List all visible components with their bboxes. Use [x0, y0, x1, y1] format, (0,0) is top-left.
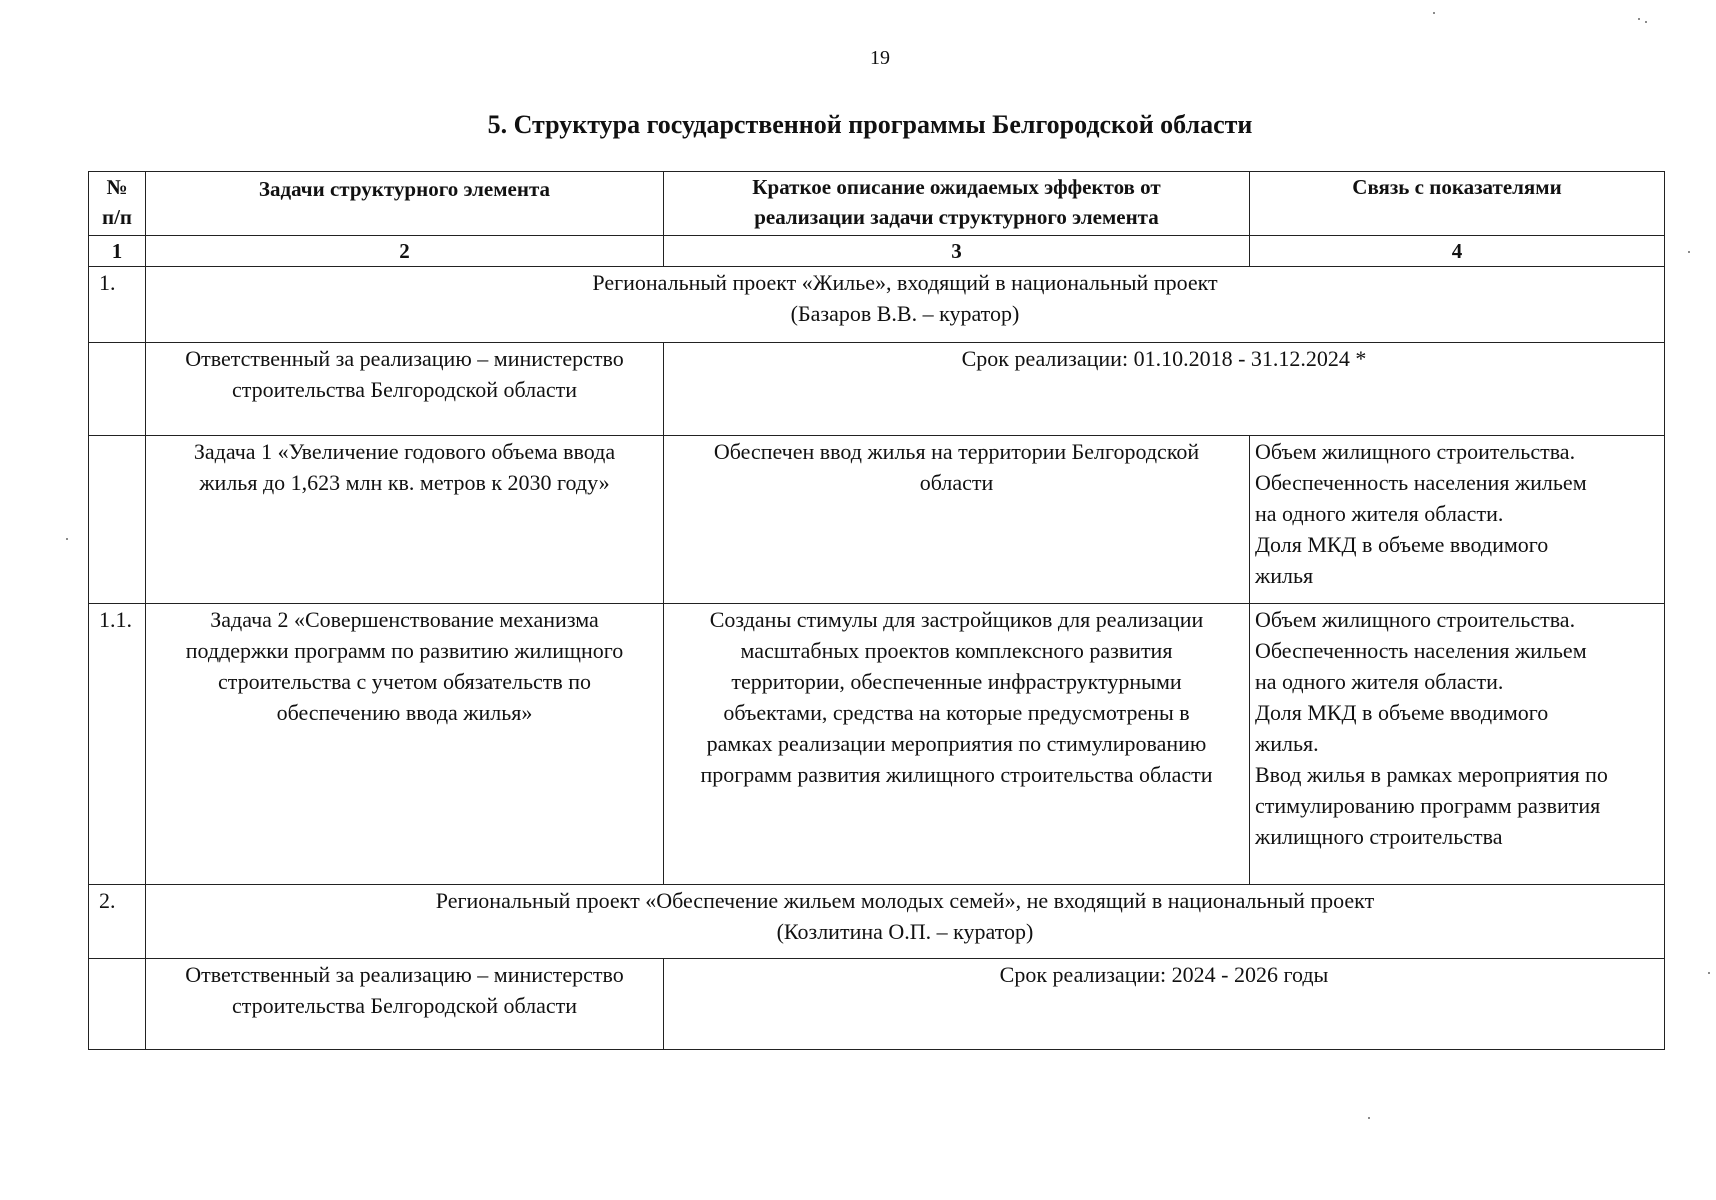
- column-index-2: 2: [146, 236, 664, 267]
- task-2-number: 1.1.: [89, 604, 146, 885]
- task-1-number: [89, 436, 146, 604]
- section-2-title: Региональный проект «Обеспечение жильем молодых семей», не входящий в национальный проект (Козлитина О.П. – куратор): [146, 885, 1665, 959]
- program-structure-table: [88, 171, 1665, 1050]
- section-1-title-row: [89, 267, 1665, 343]
- task-1-row: [89, 436, 1665, 604]
- task-2-indicators: Объем жилищного строительства. Обеспеченность населения жильем на одного жителя области. Доля МКД в объеме вводимого жилья. Ввод жилья в рамках мероприятия по стимулированию программ развития жилищного строительства: [1250, 604, 1665, 885]
- task-2-description: Задача 2 «Совершенствование механизма поддержки программ по развитию жилищного строительства с учетом обязательств по обеспечению ввода жилья»: [146, 604, 664, 885]
- column-index-row: [89, 236, 1665, 267]
- task-2-effect: Созданы стимулы для застройщиков для реализации масштабных проектов комплексного развития территории, обеспеченные инфраструктурными объектами, средства на которые предусмотрены в рамках реализации мероприятия по стимулированию программ развития жилищного строительства области: [664, 604, 1250, 885]
- scan-speck: [1433, 12, 1435, 14]
- section-1-responsible-row: [89, 343, 1665, 436]
- header-tasks: Задачи структурного элемента: [146, 172, 664, 236]
- header-row: [89, 172, 1665, 236]
- column-index-1: 1: [89, 236, 146, 267]
- scan-speck: [1708, 972, 1710, 974]
- task-1-indicators: Объем жилищного строительства. Обеспеченность населения жильем на одного жителя области. Доля МКД в объеме вводимого жилья: [1250, 436, 1665, 604]
- section-1-title: Региональный проект «Жилье», входящий в национальный проект (Базаров В.В. – куратор): [146, 267, 1665, 343]
- header-effects: Краткое описание ожидаемых эффектов от реализации задачи структурного элемента: [664, 172, 1250, 236]
- task-1-effect: Обеспечен ввод жилья на территории Белгородской области: [664, 436, 1250, 604]
- section-2-period: Срок реализации: 2024 - 2026 годы: [664, 959, 1665, 1050]
- task-2-row: [89, 604, 1665, 885]
- scan-speck: [1638, 18, 1640, 20]
- column-index-4: 4: [1250, 236, 1665, 267]
- page-number: 19: [870, 47, 890, 69]
- scan-speck: [1645, 21, 1647, 23]
- section-2-responsible: Ответственный за реализацию – министерство строительства Белгородской области: [146, 959, 664, 1050]
- section-2-number: 2.: [89, 885, 146, 959]
- header-number: № п/п: [89, 172, 146, 236]
- column-index-3: 3: [664, 236, 1250, 267]
- document-title: 5. Структура государственной программы Белгородской области: [487, 110, 1253, 139]
- section-1-period: Срок реализации: 01.10.2018 - 31.12.2024 *: [664, 343, 1665, 436]
- task-1-description: Задача 1 «Увеличение годового объема ввода жилья до 1,623 млн кв. метров к 2030 году»: [146, 436, 664, 604]
- scan-speck: [66, 538, 68, 540]
- section-1-responsible: Ответственный за реализацию – министерство строительства Белгородской области: [146, 343, 664, 436]
- header-indicators: Связь с показателями: [1250, 172, 1665, 236]
- scan-speck: [1368, 1117, 1370, 1119]
- section-2-responsible-row: [89, 959, 1665, 1050]
- scan-speck: [1688, 251, 1690, 253]
- section-2-title-row: [89, 885, 1665, 959]
- section-1-number: 1.: [89, 267, 146, 343]
